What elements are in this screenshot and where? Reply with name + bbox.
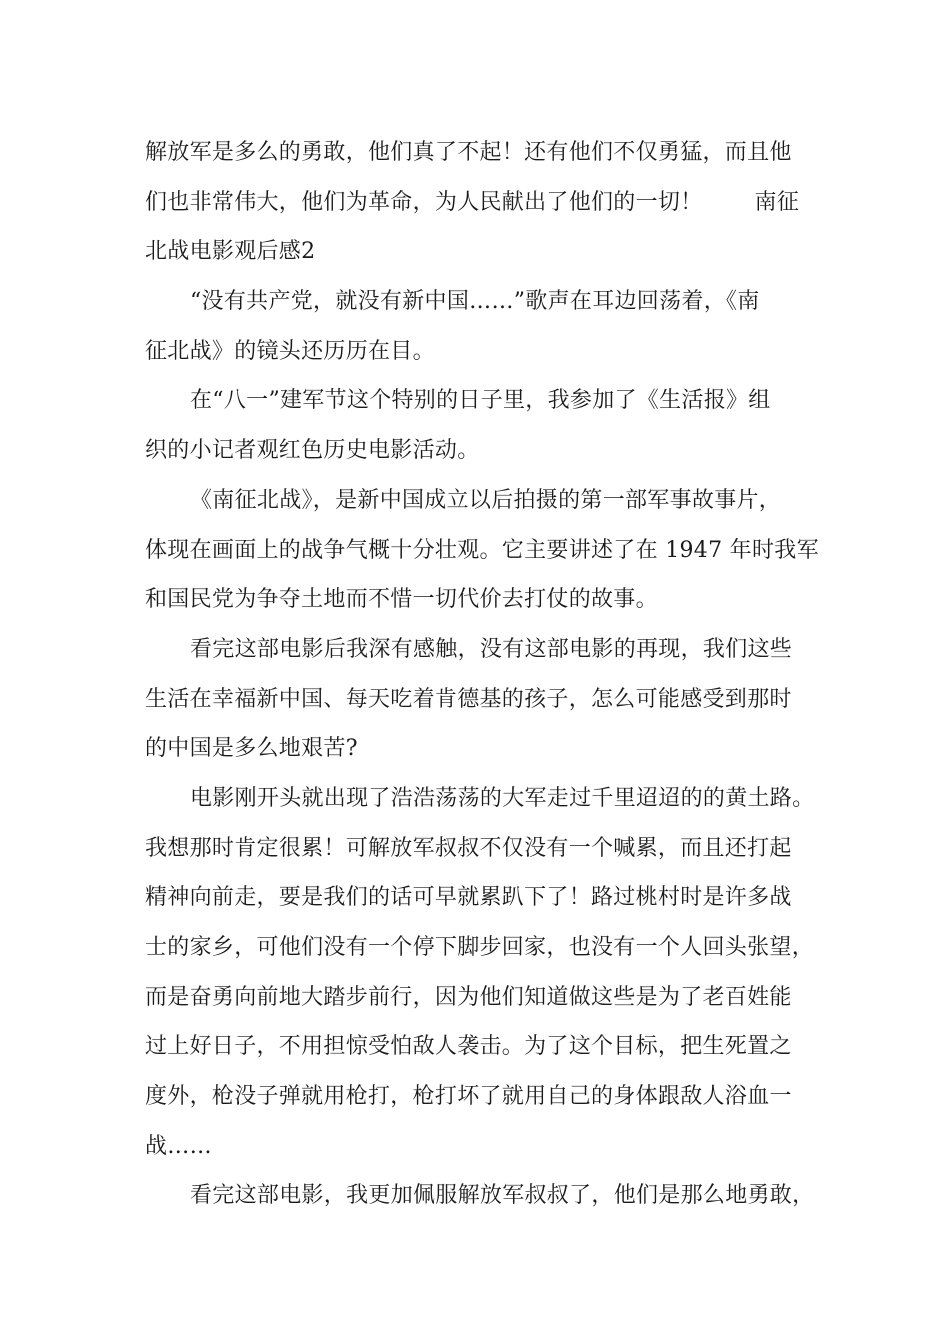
text-line: 征北战》的镜头还历历在目。 (145, 338, 435, 364)
text-line: 织的小记者观红色历史电影活动。 (145, 438, 480, 464)
text-line: 而是奋勇向前地大踏步前行，因为他们知道做这些是为了老百姓能 (145, 984, 792, 1010)
text-line: 解放军是多么的勇敢，他们真了不起！还有他们不仅勇猛，而且他 (145, 140, 792, 165)
text-segment: 们也非常伟大，他们为革命，为人民献出了他们的一切！ (145, 189, 703, 215)
text-line: 战…… (145, 1133, 212, 1159)
paragraph-start: “没有共产党，就没有新中国……”歌声在耳边回荡着，《南 (190, 289, 760, 315)
paragraph-start: 看完这部电影后我深有感触，没有这部电影的再现，我们这些 (190, 636, 793, 662)
text-line: 度外，枪没子弹就用枪打，枪打坏了就用自己的身体跟敌人浴血一 (145, 1084, 792, 1110)
section-title: 北战电影观后感2 (145, 239, 316, 265)
paragraph-start: 《南征北战》，是新中国成立以后拍摄的第一部军事故事片， (190, 487, 782, 513)
text-line: 士的家乡，可他们没有一个停下脚步回家，也没有一个人回头张望， (145, 935, 815, 960)
paragraph-start: 看完这部电影，我更加佩服解放军叔叔了，他们是那么地勇敢， (190, 1183, 815, 1209)
text-line: 和国民党为争夺土地而不惜一切代价去打仗的故事。 (145, 587, 658, 613)
text-line: 体现在画面上的战争气概十分壮观。它主要讲述了在 1947 年时我军 (145, 537, 819, 563)
article-body (145, 128, 835, 1221)
text-line (145, 178, 835, 228)
text-line: 精神向前走，要是我们的话可早就累趴下了！路过桃村时是许多战 (145, 885, 792, 911)
text-line: 生活在幸福新中国、每天吃着肯德基的孩子，怎么可能感受到那时 (145, 686, 792, 712)
paragraph-start: 电影刚开头就出现了浩浩荡荡的大军走过千里迢迢的的黄土路。 (190, 785, 815, 811)
text-line: 我想那时肯定很累！可解放军叔叔不仅没有一个喊累，而且还打起 (145, 835, 792, 861)
text-segment: 南征 (754, 189, 800, 215)
text-line: 的中国是多么地艰苦? (145, 736, 358, 762)
paragraph-start: 在“八一”建军节这个特别的日子里，我参加了《生活报》组 (190, 388, 771, 414)
text-line: 过上好日子，不用担惊受怕敌人袭击。为了这个目标，把生死置之 (145, 1034, 792, 1060)
